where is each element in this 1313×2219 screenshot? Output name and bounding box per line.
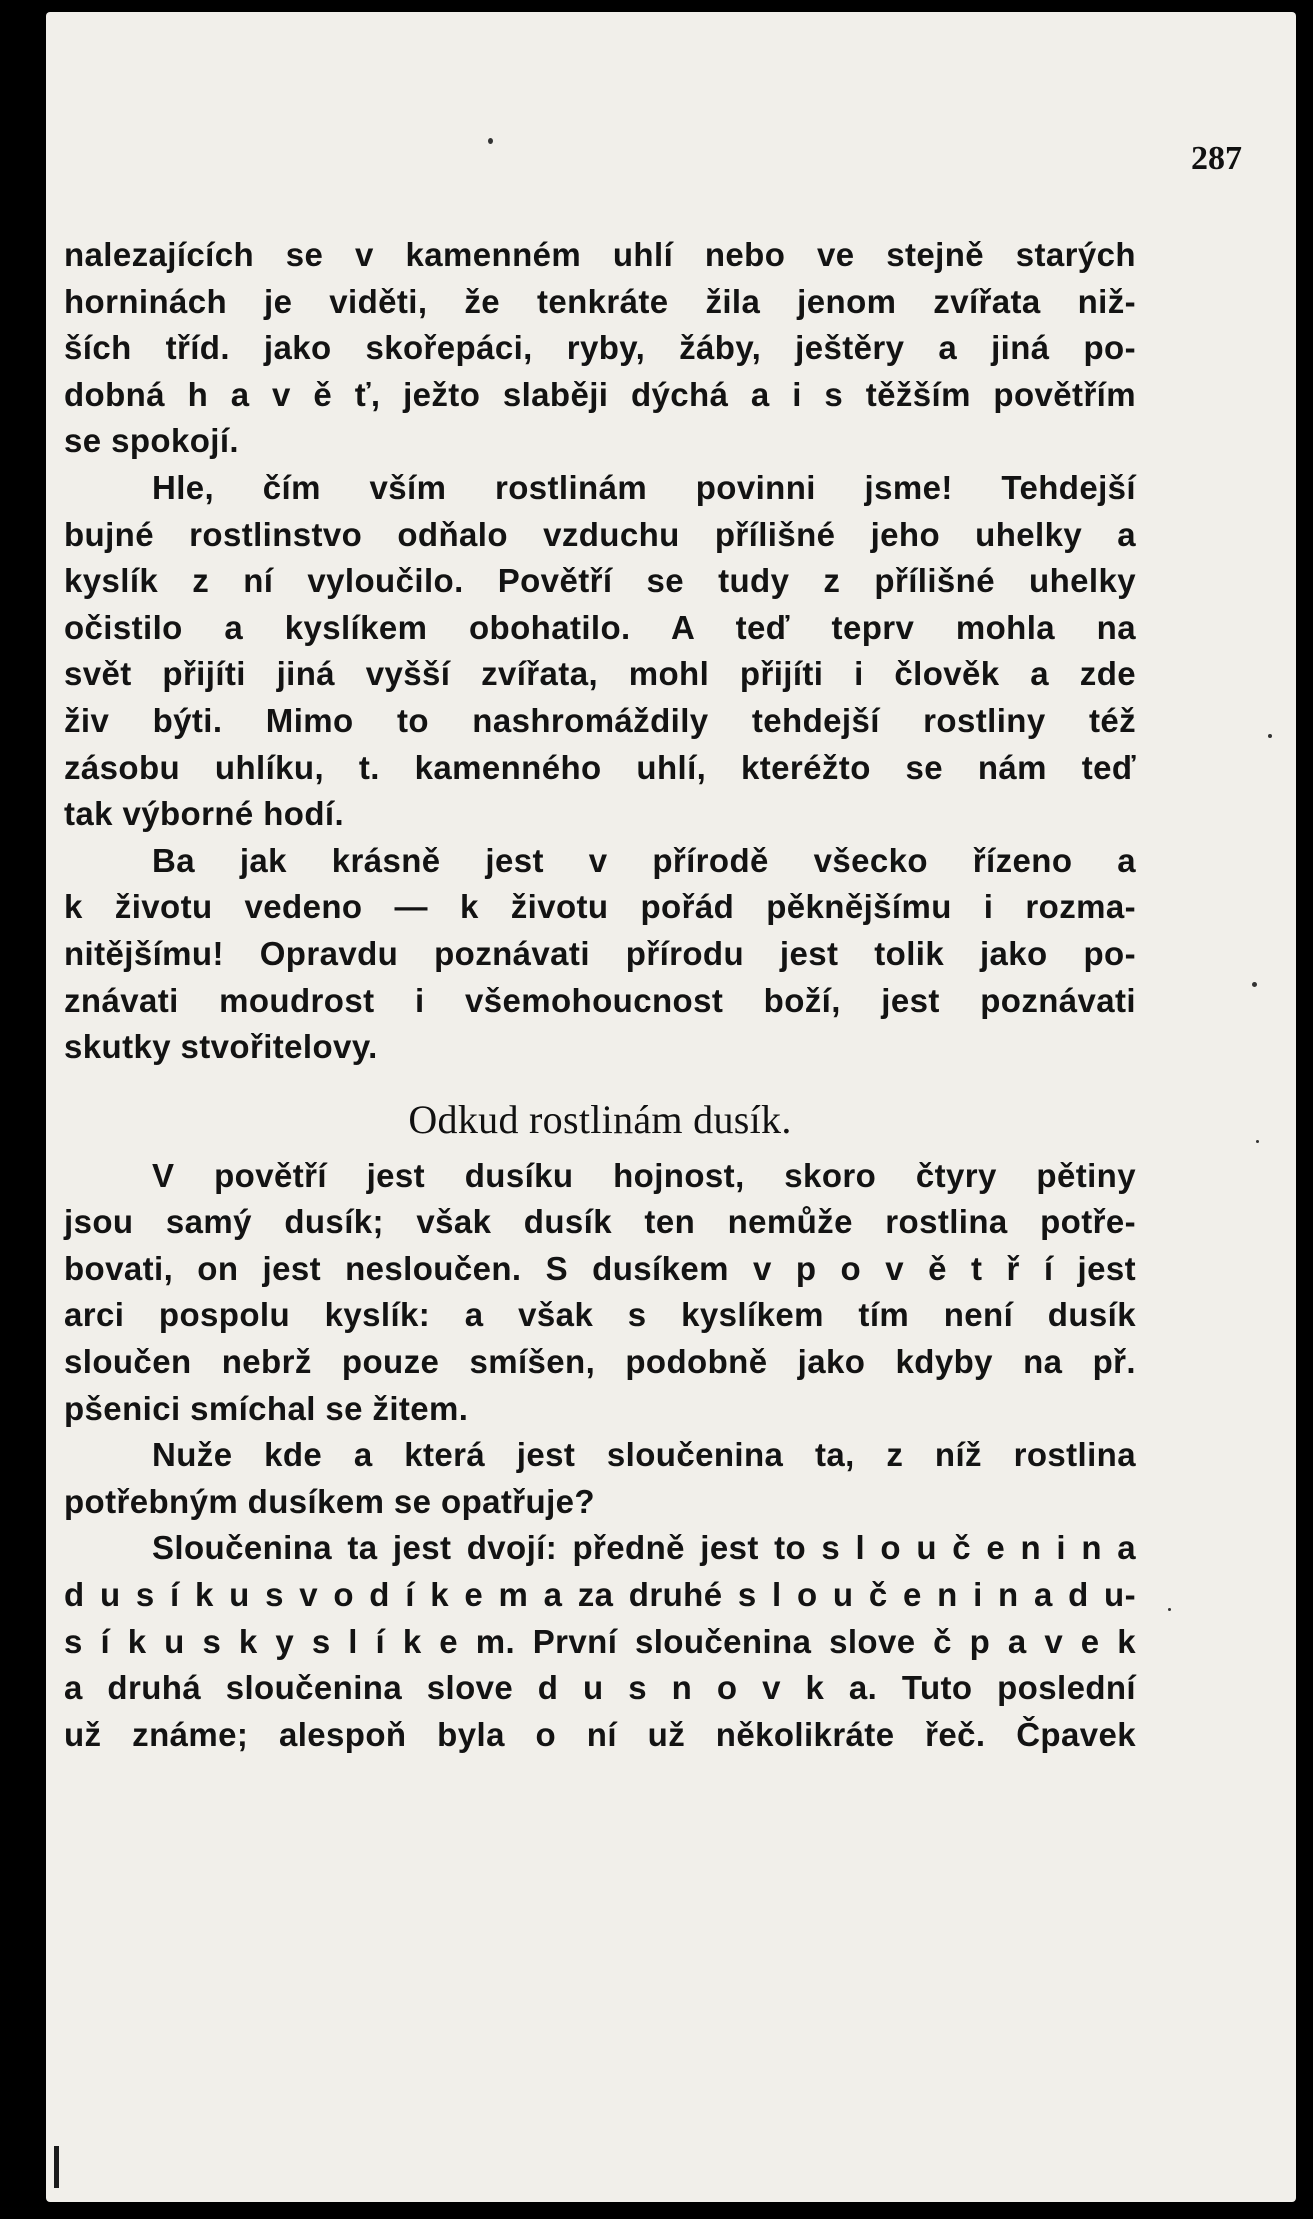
text-line: arci pospolu kyslík: a však s kyslíkem tím není dusík	[64, 1296, 1136, 1334]
text-line: a druhá sloučenina slove d u s n o v k a. Tuto poslední	[64, 1669, 1136, 1707]
text-line: Hle, čím vším rostlinám povinni jsme! Tehdejší	[152, 468, 1136, 506]
print-speck	[1168, 1608, 1171, 1611]
scan-edge-mark	[54, 2146, 59, 2188]
text-line: nalezajících se v kamenném uhlí nebo ve stejně starých	[64, 236, 1136, 273]
text-line: znávati moudrost i všemohoucnost boží, jest poznávati	[64, 981, 1136, 1019]
text-line: se spokojí.	[64, 422, 239, 460]
text-line: svět přijíti jiná vyšší zvířata, mohl přijíti i člověk a zde	[64, 655, 1136, 693]
body-text	[64, 232, 1136, 1758]
print-speck	[1268, 734, 1272, 738]
text-line: pšenici smíchal se žitem.	[64, 1389, 469, 1427]
paragraph	[64, 1153, 1136, 1433]
text-line: horninách je viděti, že tenkráte žila jenom zvířata niž-	[64, 282, 1136, 320]
text-line: Sloučenina ta jest dvojí: předně jest to s l o u č e n i n a	[152, 1529, 1136, 1567]
print-speck	[1252, 982, 1257, 987]
text-line: k životu vedeno — k životu pořád pěknějšímu i rozma-	[64, 888, 1136, 926]
text-line: skutky stvořitelovy.	[64, 1028, 378, 1066]
text-line: kyslík z ní vyloučilo. Povětří se tudy z přílišné uhelky	[64, 562, 1136, 600]
text-line: očistilo a kyslíkem obohatilo. A teď teprv mohla na	[64, 608, 1136, 646]
text-line: jsou samý dusík; však dusík ten nemůže rostlina potře-	[64, 1203, 1136, 1241]
paragraph	[64, 232, 1136, 465]
text-line: d u s í k u s v o d í k e m a za druhé s l o u č e n i n a d u-	[64, 1576, 1136, 1614]
text-line: zásobu uhlíku, t. kamenného uhlí, kteréžto se nám teď	[64, 748, 1136, 786]
book-page	[46, 12, 1296, 2202]
text-line: už známe; alespoň byla o ní už několikráte řeč. Čpavek	[64, 1715, 1136, 1753]
section-heading: Odkud rostlinám dusík.	[408, 1096, 792, 1142]
text-line: Nuže kde a která jest sloučenina ta, z níž rostlina	[152, 1436, 1136, 1474]
text-line: potřebným dusíkem se opatřuje?	[64, 1482, 595, 1520]
paragraph	[64, 1525, 1136, 1758]
text-line: V povětří jest dusíku hojnost, skoro čtyry pětiny	[152, 1156, 1136, 1194]
text-line: s í k u s k y s l í k e m. První sloučenina slove č p a v e k	[64, 1622, 1136, 1660]
paragraph	[64, 465, 1136, 838]
print-speck	[1256, 1140, 1259, 1143]
paragraph	[64, 838, 1136, 1071]
text-line: ších tříd. jako skořepáci, ryby, žáby, ještěry a jiná po-	[64, 329, 1136, 367]
text-line: Ba jak krásně jest v přírodě všecko řízeno a	[152, 841, 1136, 879]
text-line: živ býti. Mimo to nashromáždily tehdejší rostliny též	[64, 701, 1136, 739]
text-line: bujné rostlinstvo odňalo vzduchu přílišné jeho uhelky a	[64, 515, 1136, 553]
paragraph	[64, 1432, 1136, 1525]
text-line: sloučen nebrž pouze smíšen, podobně jako kdyby na př.	[64, 1343, 1136, 1381]
text-line: nitějšímu! Opravdu poznávati přírodu jest tolik jako po-	[64, 934, 1136, 972]
text-line: tak výborné hodí.	[64, 795, 345, 833]
text-line: dobná h a v ě ť, ježto slaběji dýchá a i s těžším povětřím	[64, 375, 1136, 413]
page-number: 287	[1191, 140, 1242, 177]
print-speck	[488, 138, 493, 144]
text-line: bovati, on jest nesloučen. S dusíkem v p o v ě t ř í jest	[64, 1249, 1136, 1287]
